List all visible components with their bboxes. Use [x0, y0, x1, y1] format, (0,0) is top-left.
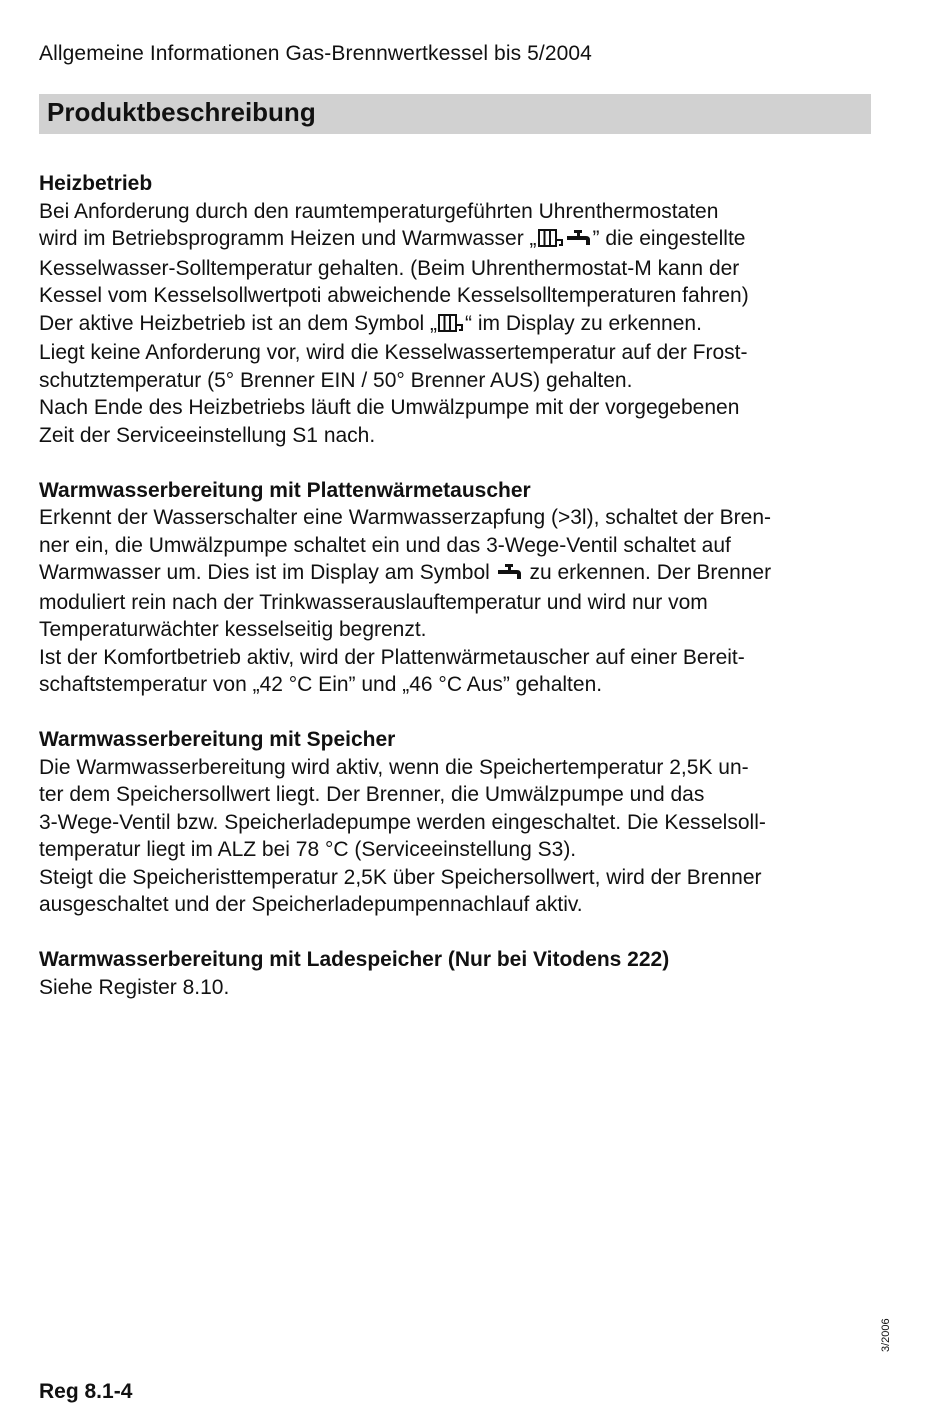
text-line: Kesselwasser-Solltemperatur gehalten. (Beim Uhrenthermostat-M kann der — [39, 256, 740, 280]
text-line: ausgeschaltet und der Speicherladepumpennachlauf aktiv. — [39, 893, 583, 916]
text-line: Kessel vom Kesselsollwertpoti abweichende Kesselsolltemperaturen fahren) — [39, 284, 749, 307]
text-line: moduliert rein nach der Trinkwasserauslauftemperatur und wird nur vom — [39, 590, 708, 614]
text-line — [39, 559, 879, 589]
text-line: Steigt die Speicheristtemperatur 2,5K über Speichersollwert, wird der Brenner — [39, 865, 762, 889]
section-title: Warmwasserbereitung mit Speicher — [39, 728, 396, 751]
text-line: Nach Ende des Heizbetriebs läuft die Umwälzpumpe mit der vorgegebenen — [39, 396, 740, 419]
text-line: Liegt keine Anforderung vor, wird die Kesselwassertemperatur auf der Frost- — [39, 341, 748, 364]
text-fragment: wird im Betriebsprogramm Heizen und Warmwasser „ — [39, 227, 537, 250]
text-line — [39, 225, 879, 255]
content — [39, 170, 879, 1029]
side-date: 3/2006 — [880, 1318, 892, 1352]
text-fragment: zu erkennen. Der Brenner — [523, 561, 772, 584]
text-line: Siehe Register 8.10. — [39, 975, 230, 999]
text-line: schaftstemperatur von „42 °C Ein” und „46 °C Aus” gehalten. — [39, 673, 603, 696]
radiator-icon — [538, 227, 564, 255]
text-line: ner ein, die Umwälzpumpe schaltet ein und das 3-Wege-Ventil schaltet auf — [39, 533, 731, 557]
section-title: Heizbetrieb — [39, 172, 153, 195]
text-line: 3-Wege-Ventil bzw. Speicherladepumpe werden eingeschaltet. Die Kesselsoll- — [39, 810, 766, 834]
tap-icon — [497, 561, 523, 589]
section-title: Warmwasserbereitung mit Ladespeicher (Nur bei Vitodens 222) — [39, 948, 670, 971]
section-title: Warmwasserbereitung mit Plattenwärmetauscher — [39, 478, 531, 502]
text-line: Erkennt der Wasserschalter eine Warmwasserzapfung (>3l), schaltet der Bren- — [39, 506, 771, 529]
tap-icon — [566, 227, 592, 255]
page-footer: Reg 8.1-4 — [39, 1380, 133, 1403]
text-fragment: Warmwasser um. Dies ist im Display am Symbol — [39, 561, 496, 584]
title-bar — [39, 94, 871, 134]
text-fragment: Der aktive Heizbetrieb ist an dem Symbol „ — [39, 311, 437, 335]
page-title: Produktbeschreibung — [47, 97, 316, 127]
text-line: Zeit der Serviceeinstellung S1 nach. — [39, 423, 376, 447]
text-line: temperatur liegt im ALZ bei 78 °C (Serviceeinstellung S3). — [39, 838, 577, 861]
text-fragment: “ im Display zu erkennen. — [465, 311, 702, 335]
text-line: ter dem Speichersollwert liegt. Der Brenner, die Umwälzpumpe und das — [39, 783, 705, 806]
text-line: Temperaturwächter kesselseitig begrenzt. — [39, 618, 427, 641]
radiator-icon — [438, 312, 464, 340]
section-ladespeicher — [39, 946, 879, 1001]
text-fragment: ” die eingestellte — [592, 227, 746, 250]
section-heizbetrieb — [39, 170, 879, 449]
text-line: Ist der Komfortbetrieb aktiv, wird der Plattenwärmetauscher auf einer Bereit- — [39, 645, 745, 669]
text-line: Bei Anforderung durch den raumtemperaturgeführten Uhrenthermostaten — [39, 199, 719, 223]
text-line: schutztemperatur (5° Brenner EIN / 50° Brenner AUS) gehalten. — [39, 368, 633, 392]
section-speicher — [39, 726, 879, 919]
text-line — [39, 310, 879, 340]
page-header: Allgemeine Informationen Gas-Brennwertkessel bis 5/2004 — [39, 42, 592, 65]
text-line: Die Warmwasserbereitung wird aktiv, wenn die Speichertemperatur 2,5K un- — [39, 755, 749, 779]
section-plattenwaermetauscher — [39, 477, 879, 699]
